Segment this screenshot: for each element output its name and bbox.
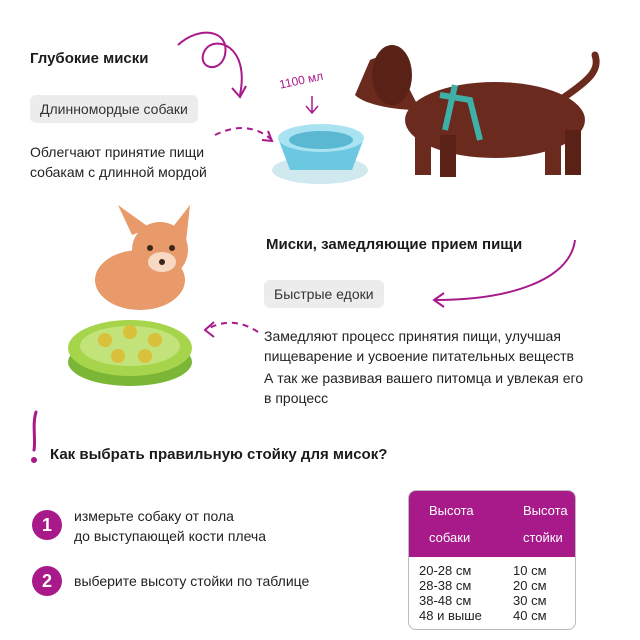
section2-desc1 [264, 326, 634, 366]
step1-text [74, 506, 374, 546]
section1-title: Глубокие миски [30, 50, 149, 67]
step1-line1: измерьте собаку от пола [74, 508, 234, 524]
table-header-stand-line2: стойки [523, 530, 563, 545]
table-cell: 40 см [513, 608, 547, 623]
table-header [409, 491, 575, 557]
section1-tag: Длинномордые собаки [30, 95, 198, 123]
section1-desc [30, 142, 260, 182]
step1-line2: до выступающей кости плеча [74, 528, 266, 544]
table-col-dog [409, 557, 503, 629]
table-cell: 28-38 см [419, 578, 472, 593]
table-header-dog-line2: собаки [429, 530, 471, 545]
section2-desc2 [264, 368, 634, 408]
table-cell: 20 см [513, 578, 547, 593]
table-cell: 48 и выше [419, 608, 482, 623]
table-cell: 30 см [513, 593, 547, 608]
arrow-head-2 [262, 131, 272, 141]
section2-desc2-line1: А так же развивая вашего питомца и увлекая его [264, 370, 584, 386]
section2-tag: Быстрые едоки [264, 280, 384, 308]
table-header-stand-line1: Высота [523, 503, 568, 518]
section2-desc1-line2: пищеварение и усвоение питательных веществ [264, 348, 574, 364]
dashed-arrow-2 [206, 323, 258, 332]
section3-title: Как выбрать правильную стойку для мисок? [50, 446, 388, 463]
arrow-head-4 [205, 322, 214, 337]
table-header-stand-height [503, 491, 575, 557]
table-cell: 38-48 см [419, 593, 472, 608]
volume-arrow [306, 96, 318, 113]
section1-desc-line1: Облегчают принятие пищи [30, 144, 205, 160]
table-cell: 20-28 см [419, 563, 472, 578]
table-cell: 10 см [513, 563, 547, 578]
chihuahua-image [95, 205, 190, 310]
section2-desc2-line2: в процесс [264, 390, 329, 406]
volume-label: 1100 мл [278, 68, 325, 92]
dashed-arrow-1 [215, 128, 272, 140]
step1-number: 1 [32, 510, 62, 540]
arrow-head-1 [232, 86, 246, 97]
slow-feeder-image [68, 320, 192, 386]
table-header-dog-line1: Высота [429, 503, 474, 518]
table-header-dog-height [409, 491, 503, 557]
blue-bowl-image [272, 124, 368, 184]
height-table [408, 490, 576, 630]
exclaim-stroke [34, 412, 36, 450]
table-body [409, 557, 575, 629]
dachshund-image [355, 45, 596, 177]
section2-title: Миски, замедляющие прием пищи [266, 236, 523, 253]
curly-arrow-1 [178, 33, 242, 95]
step2-text: выберите высоту стойки по таблице [74, 573, 310, 589]
table-col-stand [503, 557, 575, 629]
exclaim-dot [31, 457, 37, 463]
step2-number: 2 [32, 566, 62, 596]
section2-desc1-line1: Замедляют процесс принятия пищи, улучшая [264, 328, 561, 344]
section1-desc-line2: собакам с длинной мордой [30, 164, 207, 180]
